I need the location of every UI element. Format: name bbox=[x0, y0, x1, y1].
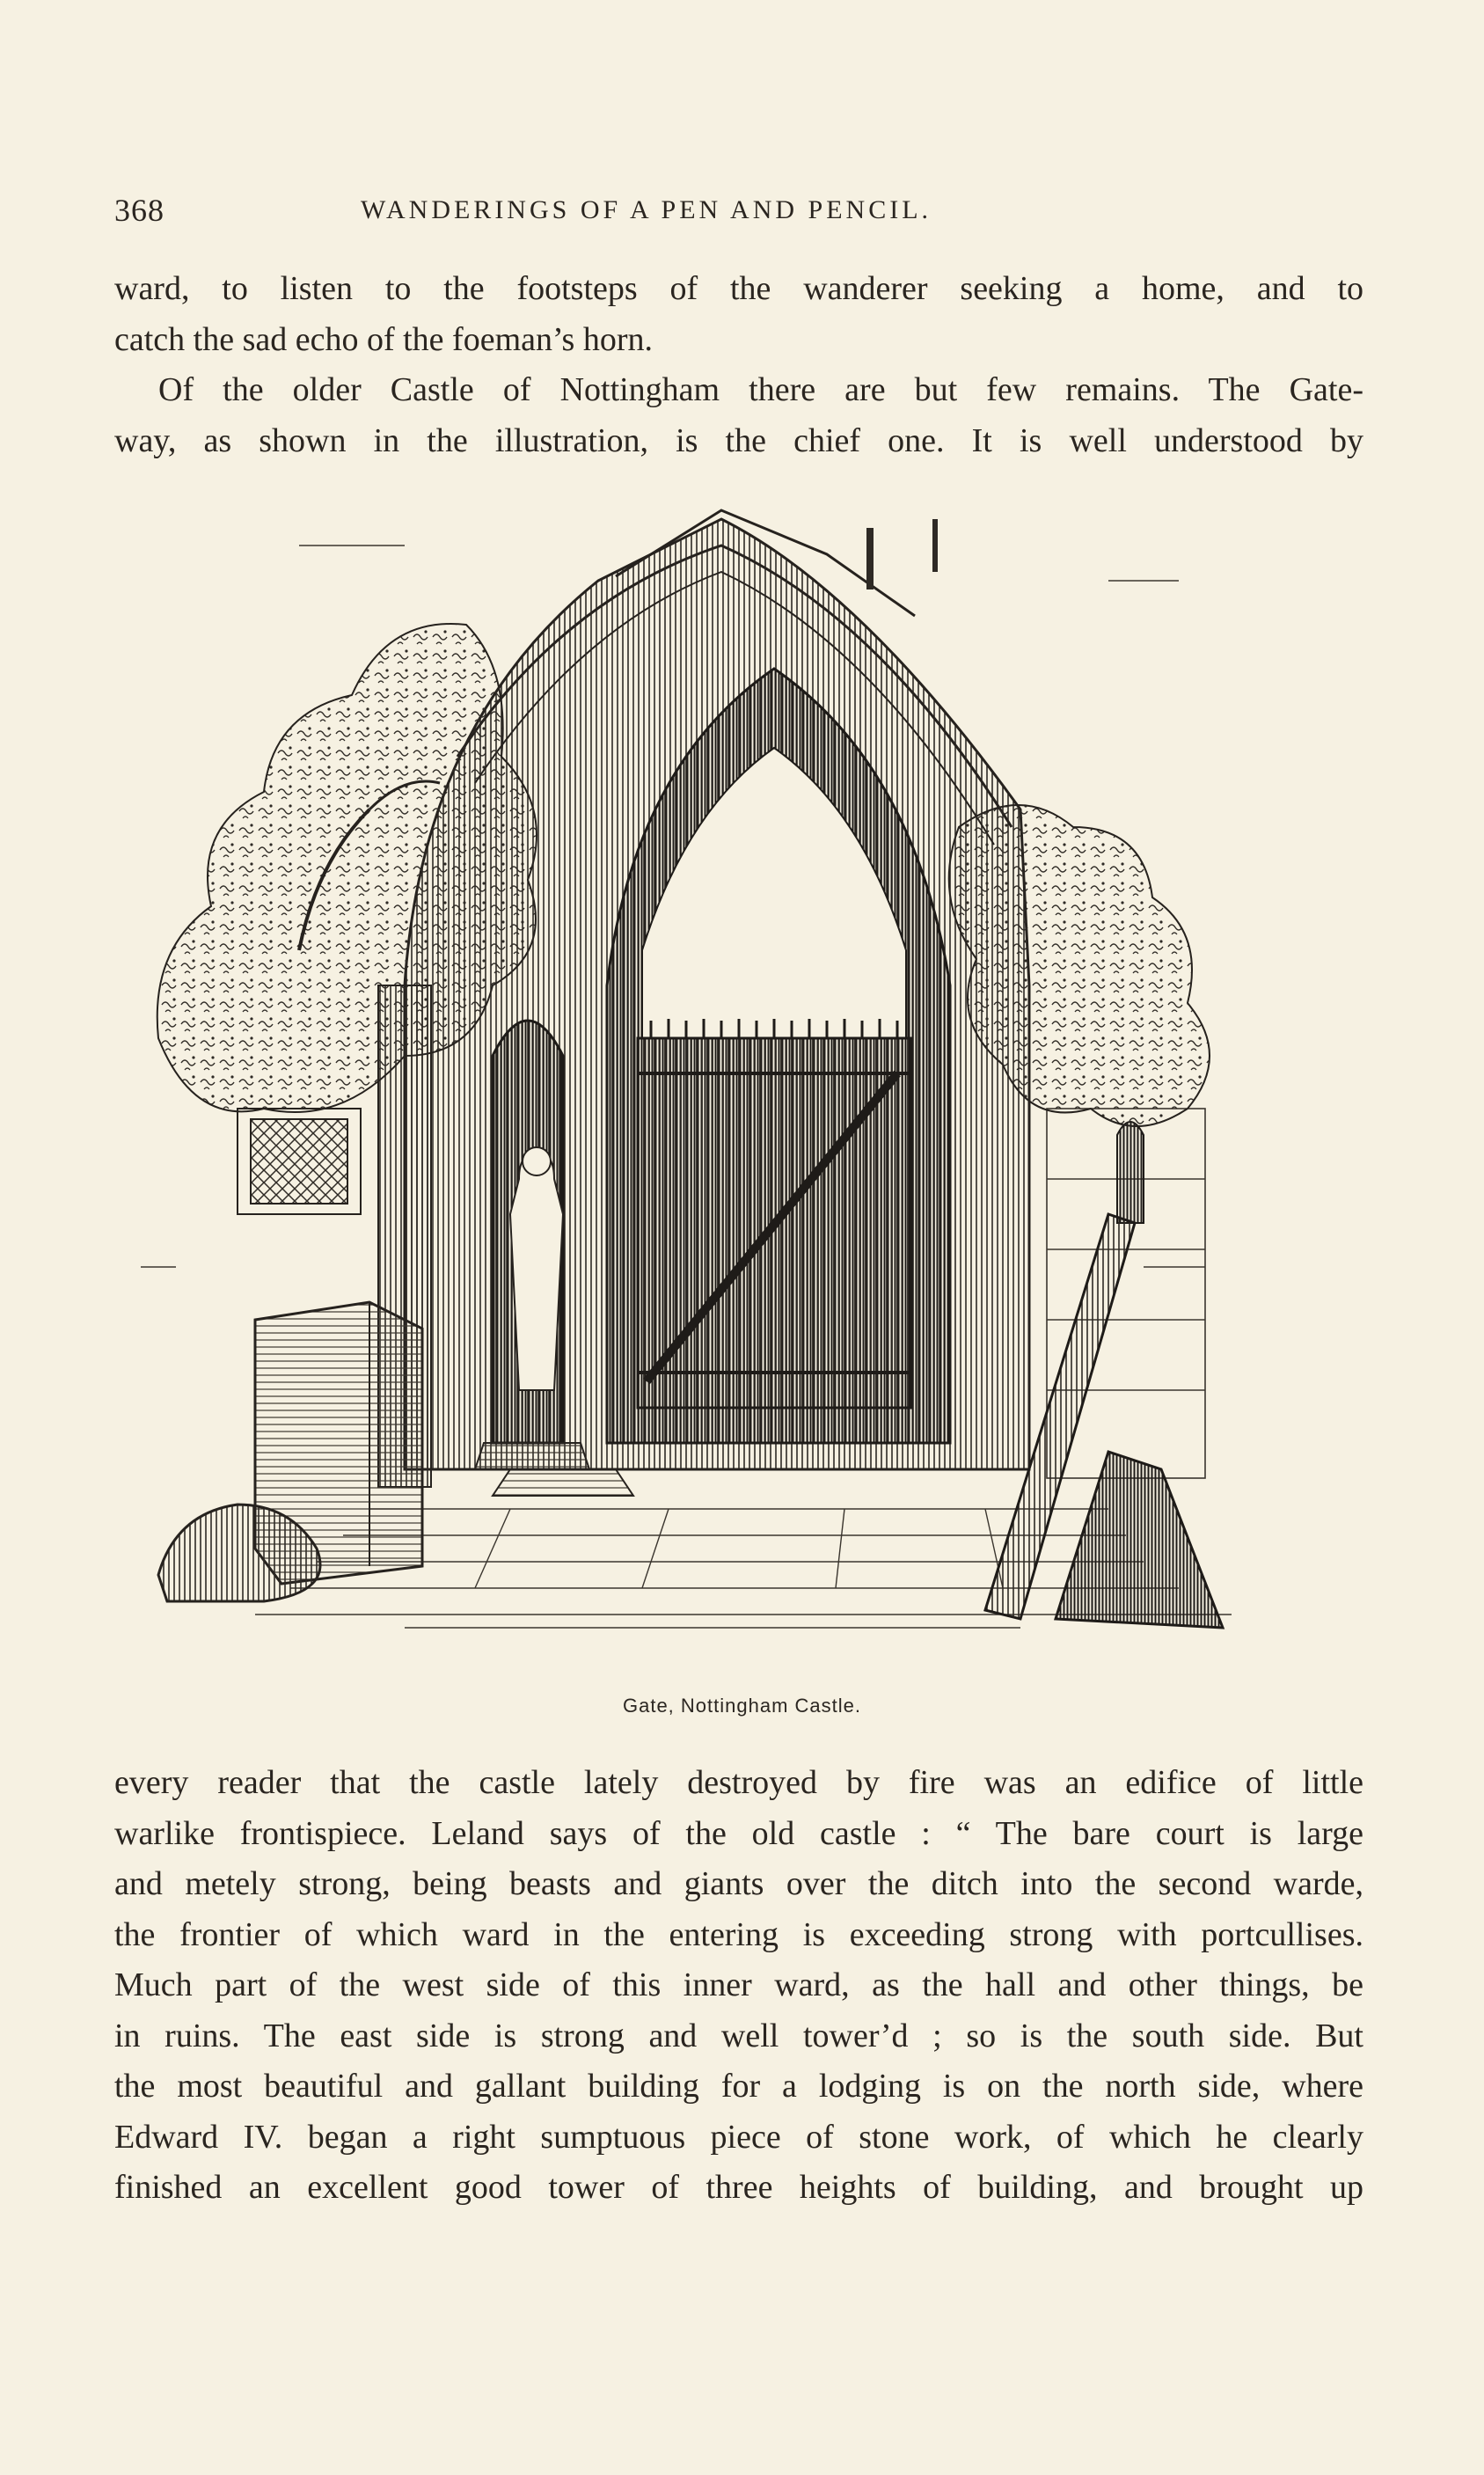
figure-caption: Gate, Nottingham Castle. bbox=[622, 1695, 861, 1717]
bottom-paragraph bbox=[114, 1758, 1363, 2214]
top-paragraphs bbox=[114, 264, 1363, 466]
text-line: way, as shown in the illustration, is the chief one. It is well understood by bbox=[114, 421, 1363, 459]
text-line: ward, to listen to the footsteps of the wanderer seeking a home, and to bbox=[114, 270, 1363, 307]
running-title: WANDERINGS OF A PEN AND PENCIL. bbox=[361, 195, 932, 224]
text-line: the frontier of which ward in the entering is exceeding strong with portcullises. bbox=[114, 1915, 1363, 1953]
text-line: finished an excellent good tower of three heights of building, and brought up bbox=[114, 2169, 1363, 2206]
text-line: Much part of the west side of this inner ward, as the hall and other things, be bbox=[114, 1966, 1363, 2003]
text-line: and metely strong, being beasts and giants over the ditch into the second warde, bbox=[114, 1865, 1363, 1902]
text-line: Edward IV. began a right sumptuous piece of stone work, of which he clearly bbox=[114, 2118, 1363, 2156]
text-line: catch the sad echo of the foeman’s horn. bbox=[114, 320, 653, 358]
running-head bbox=[114, 192, 1363, 236]
text-line: warlike frontispiece. Leland says of the old castle : “ The bare court is large bbox=[114, 1814, 1363, 1852]
gateway-engraving bbox=[141, 493, 1249, 1681]
page-number: 368 bbox=[114, 193, 164, 228]
text-line: Of the older Castle of Nottingham there are but few remains. The Gate- bbox=[158, 371, 1363, 408]
text-line: in ruins. The east side is strong and well tower’d ; so is the south side. But bbox=[114, 2017, 1363, 2054]
text-line: every reader that the castle lately destroyed by fire was an edifice of little bbox=[114, 1764, 1363, 1801]
text-line: the most beautiful and gallant building for a lodging is on the north side, where bbox=[114, 2068, 1363, 2105]
